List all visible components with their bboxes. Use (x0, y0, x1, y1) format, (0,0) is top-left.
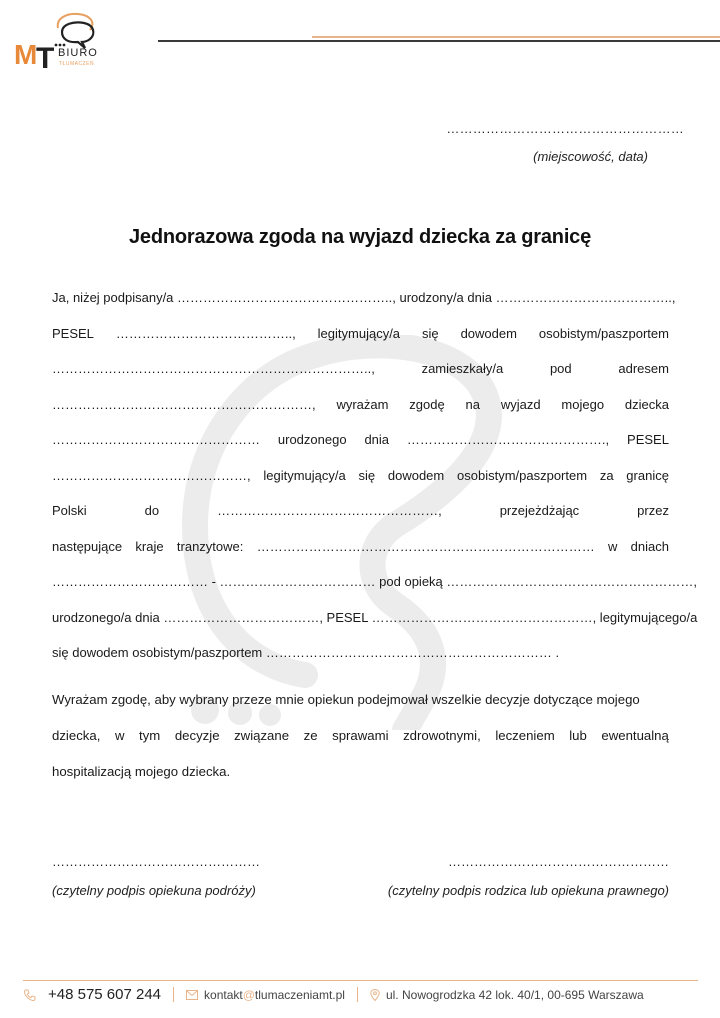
text-line (52, 361, 669, 397)
place-date-field[interactable]: ……………………………………………… (446, 121, 684, 136)
signature-guardian-field[interactable]: ………………………………………… (52, 854, 260, 869)
text-line (52, 728, 669, 764)
text-segment: dowodem (387, 467, 445, 483)
svg-text:T: T (36, 42, 55, 70)
text-segment: urodzonego (277, 432, 347, 447)
text-segment: następujące (52, 538, 123, 554)
text-segment: dowodem (460, 325, 517, 341)
text-segment: wyrażam (336, 396, 389, 412)
footer-contact (24, 986, 644, 1003)
text-segment: decyzje (174, 728, 220, 743)
text-segment: dniach (630, 538, 669, 554)
text-segment: związane (234, 728, 290, 743)
text-segment: tranzytowe: (176, 538, 244, 554)
text-segment: legitymujący/a (317, 325, 401, 341)
signature-guardian-caption: (czytelny podpis opiekuna podróży) (52, 883, 256, 898)
text-segment: na (465, 396, 481, 412)
text-segment: tym (139, 728, 161, 743)
text-segment: się (358, 467, 376, 483)
logo-text-biuro: BIURO (58, 47, 98, 59)
consent-form-body (52, 290, 698, 681)
signature-guardian (52, 854, 260, 898)
text-segment: adresem (618, 361, 669, 376)
footer-separator (173, 987, 174, 1002)
text-segment: przez (637, 503, 669, 518)
text-segment: leczeniem (495, 728, 555, 743)
footer-address: ul. Nowogrodzka 42 lok. 40/1, 00-695 Warszawa (385, 987, 644, 1002)
fill-in-field[interactable]: Ja, niżej podpisany/a ………………………………………….., urodzony/a dnia ………………………………….., (52, 290, 676, 305)
text-line (52, 397, 669, 433)
text-segment: przejeżdżając (499, 503, 580, 518)
text-line (52, 432, 669, 468)
text-line (52, 764, 669, 800)
fill-in-field[interactable]: ………………………………………… (52, 432, 260, 447)
place-date-block (446, 121, 684, 164)
fill-in-field[interactable]: ………………………………………., (406, 432, 610, 447)
text-line (52, 692, 669, 728)
text-segment: się (422, 325, 439, 341)
text-line (52, 539, 669, 575)
header-divider-line (158, 40, 720, 42)
fill-in-field[interactable]: ……………………………… - ……………………………… pod opieką …………………………………………………, (52, 574, 697, 589)
text-line (52, 574, 697, 610)
text-segment: osobistym/paszportem (538, 325, 669, 341)
header-accent-line (312, 36, 720, 38)
email-at: @ (242, 987, 255, 1002)
text-segment: dziecka, (52, 728, 101, 743)
phone-icon (24, 989, 36, 1001)
text-line (52, 468, 669, 504)
signature-parent (388, 854, 669, 898)
company-logo (12, 8, 102, 70)
text-segment: kraje (135, 538, 164, 554)
text-segment: granicę (626, 467, 669, 483)
text-segment: dnia (364, 432, 390, 447)
text-segment: dziecka (624, 396, 669, 412)
text-segment: osobistym/paszportem (457, 467, 588, 483)
text-segment: do (144, 503, 160, 518)
text-segment: za (599, 467, 614, 483)
text-segment: ewentualną (601, 728, 669, 743)
text-segment: PESEL (52, 325, 94, 341)
logo-text-tlumaczen: TŁUMACZEŃ (59, 61, 95, 67)
text-segment: sprawami (332, 728, 389, 743)
envelope-icon (186, 990, 198, 1000)
place-date-caption: (miejscowość, data) (533, 149, 648, 164)
email-user: kontakt (204, 987, 243, 1002)
signature-parent-field[interactable]: …………………………………………… (448, 854, 669, 869)
text-line (52, 645, 669, 681)
fill-in-field[interactable]: ………………………………….., (115, 325, 296, 341)
text-segment: zamieszkały/a (421, 361, 504, 376)
text-segment: wyjazd (500, 396, 541, 412)
document-title: Jednorazowa zgoda na wyjazd dziecka za granicę (128, 226, 592, 248)
text-segment: Polski (52, 503, 87, 518)
text-segment: ze (303, 728, 318, 743)
text-segment: zgodę (409, 396, 445, 412)
svg-text:M: M (14, 39, 38, 70)
text-segment: PESEL (627, 432, 669, 447)
fill-in-field[interactable]: …………………………………………………………………… (256, 538, 595, 554)
fill-in-field[interactable]: się dowodem osobistym/paszportem ………………………………………………………… . (52, 645, 560, 660)
email-domain: tlumaczeniamt.pl (254, 987, 345, 1002)
footer-divider-line (23, 980, 698, 981)
text-line (52, 290, 676, 326)
footer-separator (357, 987, 358, 1002)
fill-in-field[interactable]: ……………………………………………………………….., (52, 361, 375, 376)
fill-in-field[interactable]: ……………………………………………………, (52, 396, 316, 412)
text-segment: lub (569, 728, 587, 743)
text-line (52, 609, 698, 646)
location-pin-icon (370, 989, 380, 1001)
signature-parent-caption: (czytelny podpis rodzica lub opiekuna prawnego) (387, 883, 669, 898)
text-line (52, 326, 669, 362)
fill-in-field[interactable]: ………………………………………, (52, 467, 251, 483)
footer-email[interactable] (204, 988, 345, 1002)
text-segment: zdrowotnymi, (403, 728, 481, 743)
text-segment: Wyrażam zgodę, aby wybrany przeze mnie opiekun podejmował wszelkie decyzje dotyczące mojego (52, 692, 640, 707)
medical-decisions-paragraph (52, 692, 669, 800)
text-segment: w (114, 728, 125, 743)
text-segment: legitymujący/a (263, 467, 346, 483)
text-segment: pod (549, 361, 572, 376)
fill-in-field[interactable]: ……………………………………………, (217, 503, 442, 518)
text-segment: mojego (561, 396, 605, 412)
signature-row (52, 854, 669, 898)
text-segment: w (607, 538, 618, 554)
text-segment: hospitalizacją mojego dziecka. (52, 764, 231, 779)
footer-phone[interactable]: +48 575 607 244 (48, 986, 162, 1003)
fill-in-field[interactable]: urodzonego/a dnia ………………………………, PESEL ……………………………………………, legitymującego/a (52, 609, 698, 625)
text-line (52, 503, 669, 539)
